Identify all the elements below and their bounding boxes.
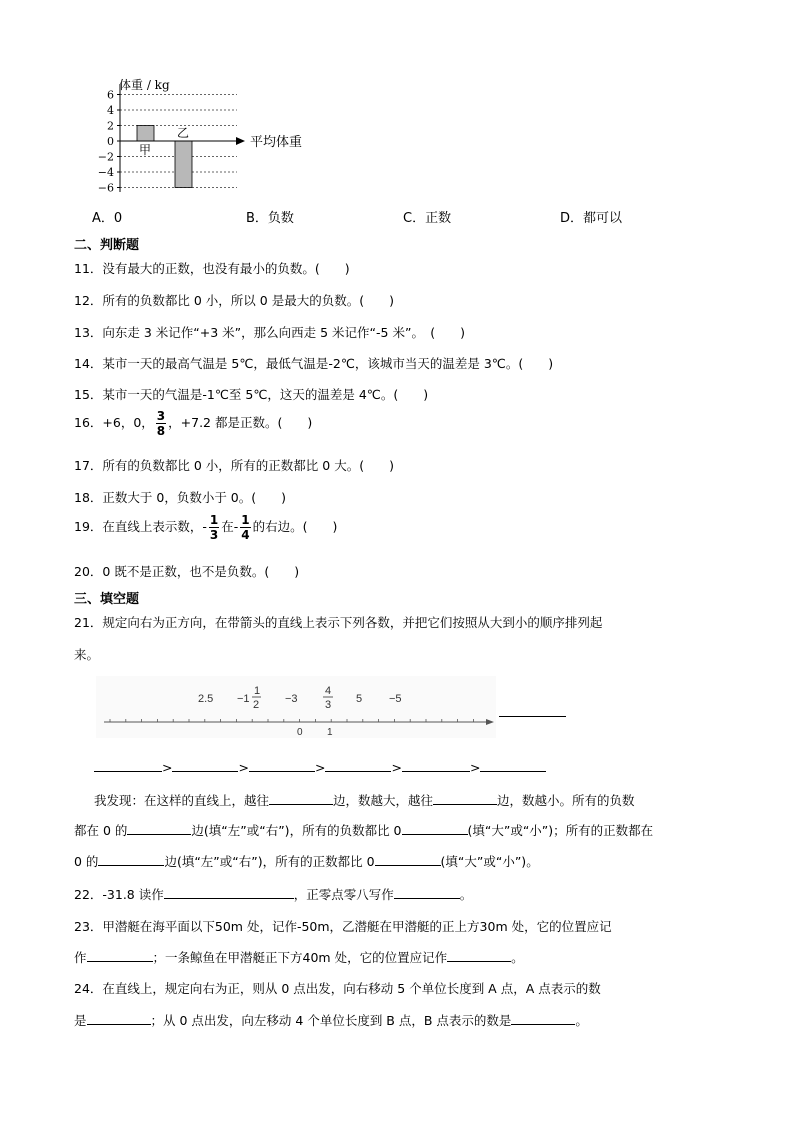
q19-middle: 在- [221, 519, 239, 534]
order-blank-1[interactable] [94, 760, 162, 772]
q19-suffix: 的右边。( ) [252, 519, 338, 534]
value-2-5: 2.5 [198, 693, 214, 705]
frac-denominator: 3 [209, 528, 219, 542]
gt-sign-1: > [162, 760, 173, 775]
y-tick-label: 2 [107, 119, 114, 133]
q22-text-1: 22．-31.8 读作 [74, 887, 164, 902]
numberline-values [198, 685, 402, 711]
value-frac-denominator: 3 [325, 699, 332, 711]
value-neg1-whole: −1 [237, 693, 250, 705]
question-24-line2 [74, 1011, 588, 1029]
q22-blank-2[interactable] [394, 887, 460, 899]
frac-denominator: 8 [156, 424, 166, 438]
option-b[interactable]: B．负数 [246, 211, 294, 226]
q24-text-1: 是 [74, 1013, 87, 1028]
q22-text-2: ，正零点零八写作 [293, 887, 394, 902]
fraction-1-3 [209, 514, 219, 541]
q22-text-3: 。 [459, 887, 473, 902]
option-d[interactable]: D．都可以 [560, 211, 623, 226]
find-text-8: 边(填“左”或“右”)，所有的正数都比 0 [164, 854, 375, 869]
q24-text-2: ；从 0 点出发，向左移动 4 个单位长度到 B 点，B 点表示的数是 [150, 1013, 512, 1028]
discovery-line-3 [74, 852, 539, 870]
discovery-line-2 [74, 821, 653, 839]
frac-numerator: 1 [241, 513, 250, 527]
find-blank-4[interactable] [402, 823, 468, 835]
find-blank-1[interactable] [269, 793, 333, 805]
bar-label-yi: 乙 [177, 126, 190, 140]
numberline-arrow [486, 719, 494, 725]
q23-blank-2[interactable] [447, 950, 511, 962]
section-judgment-title: 二、判断题 [74, 238, 140, 253]
answer-blank-numberline[interactable] [499, 705, 566, 717]
option-c[interactable]: C．正数 [403, 211, 452, 226]
numberline-svg [96, 676, 496, 738]
value-neg3: −3 [285, 693, 298, 705]
q23-text-3: 。 [511, 950, 524, 965]
y-tick-label: 0 [107, 135, 114, 148]
y-axis-label: 体重 / kg [119, 78, 170, 92]
q23-text-1: 作 [74, 950, 87, 965]
q16-prefix: 16．+6，0， [74, 415, 154, 430]
order-blank-4[interactable] [325, 760, 391, 772]
q24-text-3: 。 [575, 1013, 588, 1028]
find-text-5: 边(填“左”或“右”)，所有的负数都比 0 [191, 823, 402, 838]
find-text-2: 边，数越大，越往 [333, 793, 434, 808]
question-23-line2 [74, 948, 524, 966]
find-blank-5[interactable] [98, 854, 164, 866]
bar-jia [137, 126, 154, 142]
tick-label-0: 0 [297, 727, 303, 738]
q19-prefix: 19．在直线上表示数，- [74, 519, 207, 534]
find-text-9: (填“大”或“小”)。 [440, 854, 539, 869]
find-blank-3[interactable] [127, 823, 191, 835]
gt-sign-2: > [238, 760, 249, 775]
order-blank-3[interactable] [249, 760, 315, 772]
q23-blank-1[interactable] [87, 950, 153, 962]
gt-sign-5: > [469, 760, 481, 775]
section-fill-title: 三、填空题 [74, 592, 140, 607]
question-17: 17．所有的负数都比 0 小，所有的正数都比 0 大。( ) [74, 458, 394, 473]
value-mixed-numerator: 1 [254, 685, 261, 697]
weight-bar-chart [95, 72, 325, 197]
value-frac-numerator: 4 [325, 685, 332, 697]
gt-sign-4: > [391, 760, 402, 775]
q24-blank-2[interactable] [511, 1013, 575, 1025]
value-neg5: −5 [389, 693, 402, 705]
y-tick-label: 6 [107, 88, 114, 102]
find-text-6: (填“大”或“小”)；所有的正数都在 [467, 823, 654, 838]
fraction-1-4 [240, 514, 250, 541]
ordering-row [94, 760, 546, 775]
fraction-3-8 [156, 410, 166, 437]
find-text-4: 都在 0 的 [74, 823, 128, 838]
question-14: 14．某市一天的最高气温是 5℃，最低气温是-2℃，该城市当天的温差是 3℃。( ) [74, 356, 554, 371]
y-tick-label: −4 [97, 166, 114, 179]
question-21-line2: 来。 [74, 647, 100, 662]
find-text-1: 我发现：在这样的直线上，越往 [94, 793, 270, 808]
q16-suffix: ，+7.2 都是正数。( ) [168, 415, 313, 430]
q23-text-2: ；一条鲸鱼在甲潜艇正下方40m 处，它的位置应记作 [152, 950, 448, 965]
find-blank-6[interactable] [375, 854, 441, 866]
q22-blank-1[interactable] [164, 887, 294, 899]
order-blank-5[interactable] [402, 760, 470, 772]
question-15: 15．某市一天的气温是-1℃至 5℃，这天的温差是 4℃。( ) [74, 387, 429, 402]
value-5: 5 [356, 693, 363, 705]
option-a[interactable]: A．0 [92, 211, 123, 226]
tick-label-1: 1 [327, 727, 333, 738]
question-23-line1: 23．甲潜艇在海平面以下50m 处，记作-50m，乙潜艇在甲潜艇的正上方30m 处，它的位置应记 [74, 919, 612, 934]
y-tick-label: −2 [97, 150, 114, 164]
bar-yi [175, 141, 192, 188]
frac-numerator: 1 [209, 513, 219, 527]
question-12: 12．所有的负数都比 0 小，所以 0 是最大的负数。( ) [74, 293, 394, 308]
order-blank-2[interactable] [172, 760, 238, 772]
question-11: 11．没有最大的正数，也没有最小的负数。( ) [74, 261, 350, 276]
y-tick-label: −6 [97, 181, 114, 195]
frac-numerator: 3 [156, 409, 166, 423]
gt-sign-3: > [314, 760, 326, 775]
order-blank-6[interactable] [480, 760, 546, 772]
discovery-line-1 [94, 791, 635, 809]
x-axis-arrow [236, 137, 245, 145]
y-tick-label: 4 [107, 104, 114, 117]
bar-label-jia: 甲 [139, 143, 152, 157]
numberline-figure [96, 676, 496, 738]
find-text-3: 边，数越小。所有的负数 [497, 793, 635, 808]
q24-blank-1[interactable] [87, 1013, 151, 1025]
question-18: 18．正数大于 0，负数小于 0。( ) [74, 490, 287, 505]
find-blank-2[interactable] [433, 793, 497, 805]
value-mixed-denominator: 2 [253, 699, 260, 711]
question-19 [74, 514, 337, 541]
question-20: 20．0 既不是正数，也不是负数。( ) [74, 564, 300, 579]
x-axis-label: 平均体重 [250, 135, 303, 150]
frac-denominator: 4 [241, 528, 250, 542]
find-text-7: 0 的 [74, 854, 99, 869]
question-13: 13．向东走 3 米记作“+3 米”，那么向西走 5 米记作“-5 米”。 ( ) [74, 325, 465, 340]
question-22 [74, 885, 472, 903]
question-16 [74, 410, 312, 437]
question-21-line1: 21．规定向右为正方向，在带箭头的直线上表示下列各数，并把它们按照从大到小的顺序排列起 [74, 615, 603, 630]
question-24-line1: 24．在直线上，规定向右为正，则从 0 点出发，向右移动 5 个单位长度到 A 点，A 点表示的数 [74, 981, 601, 996]
